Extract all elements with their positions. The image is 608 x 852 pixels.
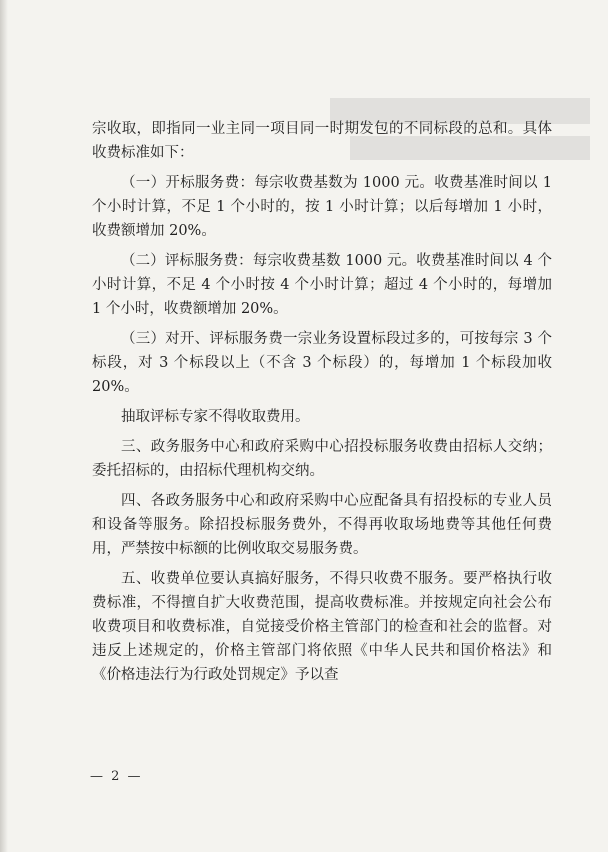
paragraph-continuation: 宗收取，即指同一业主同一项目同一时期发包的不同标段的总和。具体收费标准如下： bbox=[92, 121, 552, 161]
paragraph-opening-fee: （一）开标服务费：每宗收费基数为 1000 元。收费基准时间以 1 个小时计算，不足 1 个小时的，按 1 小时计算；以后每增加 1 小时，收费额增加 20%。 bbox=[92, 175, 552, 239]
paragraph-section-surcharge: （三）对开、评标服务费一宗业务设置标段过多的，可按每宗 3 个标段，对 3 个标段以上（不含 3 个标段）的，每增加 1 个标段加收 20%。 bbox=[92, 331, 552, 395]
paragraph-evaluation-fee: （二）评标服务费：每宗收费基数 1000 元。收费基准时间以 4 个小时计算，不足 4 个小时按 4 个小时计算；超过 4 个小时的，每增加 1 个小时，收费额增加 20%。 bbox=[92, 253, 552, 317]
page-number: — 2 — bbox=[90, 769, 143, 784]
body-text bbox=[92, 117, 552, 693]
paragraph-item-four: 四、各政务服务中心和政府采购中心应配备具有招投标的专业人员和设备等服务。除招投标服务费外，不得再收取场地费等其他任何费用，严禁按中标额的比例收取交易服务费。 bbox=[92, 493, 552, 557]
scan-edge-shadow bbox=[0, 0, 8, 852]
paragraph-item-five: 五、收费单位要认真搞好服务，不得只收费不服务。要严格执行收费标准，不得擅自扩大收费范围，提高收费标准。并按规定向社会公布收费项目和收费标准，自觉接受价格主管部门的检查和社会的监督。对违反上述规定的，价格主管部门将依照《中华人民共和国价格法》和《价格违法行为行政处罚规定》予以查 bbox=[92, 571, 552, 683]
paragraph-expert-no-fee: 抽取评标专家不得收取费用。 bbox=[121, 409, 310, 425]
paragraph-item-three: 三、政务服务中心和政府采购中心招投标服务收费由招标人交纳；委托招标的，由招标代理机构交纳。 bbox=[92, 439, 552, 479]
